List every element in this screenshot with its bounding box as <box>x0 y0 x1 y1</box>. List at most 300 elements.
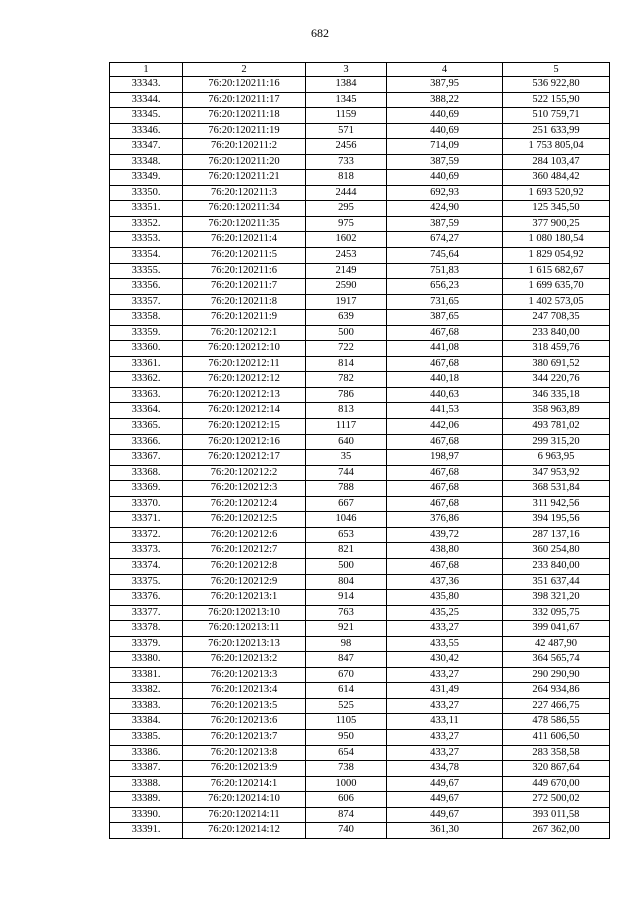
row-number-cell: 33390. <box>110 807 183 823</box>
rate-cell: 435,25 <box>387 605 503 621</box>
cadastral-number-cell: 76:20:120212:10 <box>183 341 306 357</box>
table-row <box>110 527 610 543</box>
table-row <box>110 77 610 93</box>
rate-cell: 442,06 <box>387 419 503 435</box>
row-number-cell: 33368. <box>110 465 183 481</box>
row-number-cell: 33375. <box>110 574 183 590</box>
rate-cell: 441,08 <box>387 341 503 357</box>
rate-cell: 656,23 <box>387 279 503 295</box>
table-row <box>110 543 610 559</box>
table-row <box>110 294 610 310</box>
row-number-cell: 33346. <box>110 123 183 139</box>
area-cell: 2444 <box>306 185 387 201</box>
row-number-cell: 33385. <box>110 729 183 745</box>
cadastral-number-cell: 76:20:120213:6 <box>183 714 306 730</box>
cadastral-number-cell: 76:20:120212:14 <box>183 403 306 419</box>
row-number-cell: 33366. <box>110 434 183 450</box>
row-number-cell: 33344. <box>110 92 183 108</box>
rate-cell: 714,09 <box>387 139 503 155</box>
value-cell: 346 335,18 <box>503 387 610 403</box>
table-row <box>110 652 610 668</box>
table-row <box>110 683 610 699</box>
row-number-cell: 33381. <box>110 667 183 683</box>
rate-cell: 435,80 <box>387 590 503 606</box>
rate-cell: 433,27 <box>387 698 503 714</box>
rate-cell: 441,53 <box>387 403 503 419</box>
rate-cell: 387,59 <box>387 216 503 232</box>
row-number-cell: 33369. <box>110 481 183 497</box>
row-number-cell: 33382. <box>110 683 183 699</box>
table-row <box>110 185 610 201</box>
value-cell: 351 637,44 <box>503 574 610 590</box>
row-number-cell: 33380. <box>110 652 183 668</box>
rate-cell: 449,67 <box>387 776 503 792</box>
cadastral-number-cell: 76:20:120212:17 <box>183 450 306 466</box>
row-number-cell: 33364. <box>110 403 183 419</box>
area-cell: 821 <box>306 543 387 559</box>
area-cell: 1046 <box>306 512 387 528</box>
rate-cell: 731,65 <box>387 294 503 310</box>
table-row <box>110 729 610 745</box>
row-number-cell: 33361. <box>110 356 183 372</box>
cadastral-number-cell: 76:20:120213:5 <box>183 698 306 714</box>
column-header-3: 3 <box>306 63 387 77</box>
value-cell: 272 500,02 <box>503 792 610 808</box>
cadastral-number-cell: 76:20:120212:4 <box>183 496 306 512</box>
cadastral-number-cell: 76:20:120214:11 <box>183 807 306 823</box>
row-number-cell: 33347. <box>110 139 183 155</box>
area-cell: 35 <box>306 450 387 466</box>
table-row <box>110 667 610 683</box>
cadastral-number-cell: 76:20:120211:20 <box>183 154 306 170</box>
row-number-cell: 33378. <box>110 621 183 637</box>
cadastral-number-cell: 76:20:120211:4 <box>183 232 306 248</box>
cadastral-number-cell: 76:20:120212:2 <box>183 465 306 481</box>
rate-cell: 376,86 <box>387 512 503 528</box>
value-cell: 360 484,42 <box>503 170 610 186</box>
table-row <box>110 201 610 217</box>
table-row <box>110 372 610 388</box>
area-cell: 1917 <box>306 294 387 310</box>
row-number-cell: 33371. <box>110 512 183 528</box>
area-cell: 740 <box>306 823 387 839</box>
area-cell: 1602 <box>306 232 387 248</box>
value-cell: 380 691,52 <box>503 356 610 372</box>
table-row <box>110 139 610 155</box>
table-row <box>110 776 610 792</box>
area-cell: 874 <box>306 807 387 823</box>
rate-cell: 751,83 <box>387 263 503 279</box>
table-row <box>110 387 610 403</box>
rate-cell: 745,64 <box>387 248 503 264</box>
column-header-4: 4 <box>387 63 503 77</box>
rate-cell: 433,55 <box>387 636 503 652</box>
row-number-cell: 33352. <box>110 216 183 232</box>
value-cell: 227 466,75 <box>503 698 610 714</box>
area-cell: 2453 <box>306 248 387 264</box>
table-row <box>110 403 610 419</box>
table-row <box>110 590 610 606</box>
value-cell: 358 963,89 <box>503 403 610 419</box>
table-row <box>110 481 610 497</box>
value-cell: 368 531,84 <box>503 481 610 497</box>
area-cell: 744 <box>306 465 387 481</box>
cadastral-number-cell: 76:20:120212:1 <box>183 325 306 341</box>
row-number-cell: 33360. <box>110 341 183 357</box>
rate-cell: 439,72 <box>387 527 503 543</box>
row-number-cell: 33372. <box>110 527 183 543</box>
cadastral-number-cell: 76:20:120214:10 <box>183 792 306 808</box>
row-number-cell: 33373. <box>110 543 183 559</box>
cadastral-number-cell: 76:20:120213:4 <box>183 683 306 699</box>
cadastral-number-cell: 76:20:120212:8 <box>183 558 306 574</box>
row-number-cell: 33379. <box>110 636 183 652</box>
value-cell: 287 137,16 <box>503 527 610 543</box>
value-cell: 344 220,76 <box>503 372 610 388</box>
value-cell: 299 315,20 <box>503 434 610 450</box>
rate-cell: 434,78 <box>387 761 503 777</box>
value-cell: 233 840,00 <box>503 558 610 574</box>
rate-cell: 388,22 <box>387 92 503 108</box>
row-number-cell: 33359. <box>110 325 183 341</box>
cadastral-number-cell: 76:20:120213:13 <box>183 636 306 652</box>
value-cell: 267 362,00 <box>503 823 610 839</box>
area-cell: 640 <box>306 434 387 450</box>
table-row <box>110 341 610 357</box>
value-cell: 233 840,00 <box>503 325 610 341</box>
rate-cell: 440,69 <box>387 123 503 139</box>
row-number-cell: 33377. <box>110 605 183 621</box>
table-row <box>110 512 610 528</box>
rate-cell: 387,65 <box>387 310 503 326</box>
cadastral-number-cell: 76:20:120211:16 <box>183 77 306 93</box>
table-row <box>110 419 610 435</box>
area-cell: 1105 <box>306 714 387 730</box>
row-number-cell: 33370. <box>110 496 183 512</box>
area-cell: 2590 <box>306 279 387 295</box>
value-cell: 1 402 573,05 <box>503 294 610 310</box>
rate-cell: 424,90 <box>387 201 503 217</box>
rate-cell: 467,68 <box>387 356 503 372</box>
value-cell: 522 155,90 <box>503 92 610 108</box>
table-row <box>110 232 610 248</box>
value-cell: 1 753 805,04 <box>503 139 610 155</box>
area-cell: 614 <box>306 683 387 699</box>
area-cell: 733 <box>306 154 387 170</box>
rate-cell: 692,93 <box>387 185 503 201</box>
rate-cell: 440,18 <box>387 372 503 388</box>
row-number-cell: 33386. <box>110 745 183 761</box>
value-cell: 493 781,02 <box>503 419 610 435</box>
area-cell: 654 <box>306 745 387 761</box>
rate-cell: 440,69 <box>387 170 503 186</box>
table-row <box>110 558 610 574</box>
area-cell: 667 <box>306 496 387 512</box>
cadastral-number-cell: 76:20:120212:6 <box>183 527 306 543</box>
row-number-cell: 33362. <box>110 372 183 388</box>
value-cell: 1 829 054,92 <box>503 248 610 264</box>
cadastral-number-cell: 76:20:120214:12 <box>183 823 306 839</box>
value-cell: 393 011,58 <box>503 807 610 823</box>
rate-cell: 387,95 <box>387 77 503 93</box>
column-header-1: 1 <box>110 63 183 77</box>
rate-cell: 467,68 <box>387 465 503 481</box>
value-cell: 290 290,90 <box>503 667 610 683</box>
rate-cell: 433,27 <box>387 745 503 761</box>
area-cell: 813 <box>306 403 387 419</box>
table-row <box>110 325 610 341</box>
value-cell: 399 041,67 <box>503 621 610 637</box>
rate-cell: 467,68 <box>387 434 503 450</box>
cadastral-number-cell: 76:20:120213:7 <box>183 729 306 745</box>
row-number-cell: 33353. <box>110 232 183 248</box>
area-cell: 782 <box>306 372 387 388</box>
area-cell: 1345 <box>306 92 387 108</box>
value-cell: 510 759,71 <box>503 108 610 124</box>
row-number-cell: 33387. <box>110 761 183 777</box>
row-number-cell: 33388. <box>110 776 183 792</box>
value-cell: 318 459,76 <box>503 341 610 357</box>
value-cell: 364 565,74 <box>503 652 610 668</box>
table-row <box>110 216 610 232</box>
cadastral-number-cell: 76:20:120211:35 <box>183 216 306 232</box>
row-number-cell: 33389. <box>110 792 183 808</box>
table-row <box>110 450 610 466</box>
area-cell: 1000 <box>306 776 387 792</box>
rate-cell: 437,36 <box>387 574 503 590</box>
area-cell: 571 <box>306 123 387 139</box>
area-cell: 500 <box>306 558 387 574</box>
area-cell: 975 <box>306 216 387 232</box>
area-cell: 786 <box>306 387 387 403</box>
area-cell: 738 <box>306 761 387 777</box>
rate-cell: 198,97 <box>387 450 503 466</box>
row-number-cell: 33367. <box>110 450 183 466</box>
cadastral-number-cell: 76:20:120213:11 <box>183 621 306 637</box>
rate-cell: 449,67 <box>387 807 503 823</box>
table-row <box>110 170 610 186</box>
table-row <box>110 714 610 730</box>
row-number-cell: 33348. <box>110 154 183 170</box>
area-cell: 814 <box>306 356 387 372</box>
value-cell: 478 586,55 <box>503 714 610 730</box>
value-cell: 6 963,95 <box>503 450 610 466</box>
table-row <box>110 761 610 777</box>
rate-cell: 387,59 <box>387 154 503 170</box>
row-number-cell: 33376. <box>110 590 183 606</box>
value-cell: 377 900,25 <box>503 216 610 232</box>
row-number-cell: 33384. <box>110 714 183 730</box>
area-cell: 1159 <box>306 108 387 124</box>
table-row <box>110 263 610 279</box>
data-table <box>109 62 610 839</box>
area-cell: 670 <box>306 667 387 683</box>
area-cell: 788 <box>306 481 387 497</box>
value-cell: 320 867,64 <box>503 761 610 777</box>
table-row <box>110 698 610 714</box>
value-cell: 360 254,80 <box>503 543 610 559</box>
cadastral-number-cell: 76:20:120213:10 <box>183 605 306 621</box>
row-number-cell: 33343. <box>110 77 183 93</box>
area-cell: 921 <box>306 621 387 637</box>
table-row <box>110 465 610 481</box>
value-cell: 264 934,86 <box>503 683 610 699</box>
row-number-cell: 33357. <box>110 294 183 310</box>
value-cell: 1 080 180,54 <box>503 232 610 248</box>
rate-cell: 430,42 <box>387 652 503 668</box>
value-cell: 449 670,00 <box>503 776 610 792</box>
row-number-cell: 33365. <box>110 419 183 435</box>
cadastral-number-cell: 76:20:120212:15 <box>183 419 306 435</box>
row-number-cell: 33391. <box>110 823 183 839</box>
cadastral-number-cell: 76:20:120211:17 <box>183 92 306 108</box>
row-number-cell: 33354. <box>110 248 183 264</box>
value-cell: 311 942,56 <box>503 496 610 512</box>
value-cell: 536 922,80 <box>503 77 610 93</box>
rate-cell: 467,68 <box>387 558 503 574</box>
cadastral-number-cell: 76:20:120212:11 <box>183 356 306 372</box>
rate-cell: 438,80 <box>387 543 503 559</box>
cadastral-number-cell: 76:20:120211:34 <box>183 201 306 217</box>
row-number-cell: 33351. <box>110 201 183 217</box>
table-row <box>110 123 610 139</box>
area-cell: 639 <box>306 310 387 326</box>
table-row <box>110 496 610 512</box>
value-cell: 398 321,20 <box>503 590 610 606</box>
page-number: 682 <box>311 26 329 40</box>
table-row <box>110 108 610 124</box>
cadastral-number-cell: 76:20:120212:12 <box>183 372 306 388</box>
table-row <box>110 807 610 823</box>
cadastral-number-cell: 76:20:120211:8 <box>183 294 306 310</box>
cadastral-number-cell: 76:20:120212:7 <box>183 543 306 559</box>
rate-cell: 467,68 <box>387 481 503 497</box>
table-row <box>110 574 610 590</box>
table-row <box>110 356 610 372</box>
cadastral-number-cell: 76:20:120211:6 <box>183 263 306 279</box>
area-cell: 606 <box>306 792 387 808</box>
table-body <box>110 77 610 839</box>
cadastral-number-cell: 76:20:120211:9 <box>183 310 306 326</box>
table-row <box>110 823 610 839</box>
table-row <box>110 92 610 108</box>
cadastral-number-cell: 76:20:120212:16 <box>183 434 306 450</box>
cadastral-number-cell: 76:20:120211:2 <box>183 139 306 155</box>
cadastral-number-cell: 76:20:120212:13 <box>183 387 306 403</box>
value-cell: 1 699 635,70 <box>503 279 610 295</box>
table-row <box>110 792 610 808</box>
cadastral-number-cell: 76:20:120213:3 <box>183 667 306 683</box>
area-cell: 950 <box>306 729 387 745</box>
row-number-cell: 33358. <box>110 310 183 326</box>
cadastral-number-cell: 76:20:120211:19 <box>183 123 306 139</box>
cadastral-number-cell: 76:20:120212:3 <box>183 481 306 497</box>
row-number-cell: 33345. <box>110 108 183 124</box>
table-row <box>110 248 610 264</box>
table-row <box>110 621 610 637</box>
area-cell: 914 <box>306 590 387 606</box>
area-cell: 722 <box>306 341 387 357</box>
column-header-2: 2 <box>183 63 306 77</box>
table-row <box>110 636 610 652</box>
value-cell: 42 487,90 <box>503 636 610 652</box>
table-row <box>110 154 610 170</box>
value-cell: 284 103,47 <box>503 154 610 170</box>
value-cell: 251 633,99 <box>503 123 610 139</box>
rate-cell: 440,63 <box>387 387 503 403</box>
value-cell: 283 358,58 <box>503 745 610 761</box>
table-row <box>110 310 610 326</box>
value-cell: 125 345,50 <box>503 201 610 217</box>
rate-cell: 467,68 <box>387 325 503 341</box>
area-cell: 804 <box>306 574 387 590</box>
cadastral-number-cell: 76:20:120212:5 <box>183 512 306 528</box>
row-number-cell: 33374. <box>110 558 183 574</box>
cadastral-number-cell: 76:20:120211:5 <box>183 248 306 264</box>
value-cell: 1 615 682,67 <box>503 263 610 279</box>
rate-cell: 361,30 <box>387 823 503 839</box>
rate-cell: 467,68 <box>387 496 503 512</box>
area-cell: 1117 <box>306 419 387 435</box>
cadastral-number-cell: 76:20:120213:8 <box>183 745 306 761</box>
cadastral-number-cell: 76:20:120211:7 <box>183 279 306 295</box>
area-cell: 525 <box>306 698 387 714</box>
value-cell: 1 693 520,92 <box>503 185 610 201</box>
rate-cell: 431,49 <box>387 683 503 699</box>
value-cell: 247 708,35 <box>503 310 610 326</box>
table-row <box>110 434 610 450</box>
area-cell: 2456 <box>306 139 387 155</box>
table-row <box>110 605 610 621</box>
cadastral-number-cell: 76:20:120214:1 <box>183 776 306 792</box>
cadastral-number-cell: 76:20:120211:18 <box>183 108 306 124</box>
cadastral-number-cell: 76:20:120213:9 <box>183 761 306 777</box>
rate-cell: 674,27 <box>387 232 503 248</box>
row-number-cell: 33349. <box>110 170 183 186</box>
area-cell: 98 <box>306 636 387 652</box>
rate-cell: 449,67 <box>387 792 503 808</box>
row-number-cell: 33383. <box>110 698 183 714</box>
table-header-row <box>110 63 610 77</box>
area-cell: 847 <box>306 652 387 668</box>
value-cell: 411 606,50 <box>503 729 610 745</box>
rate-cell: 433,27 <box>387 729 503 745</box>
rate-cell: 433,11 <box>387 714 503 730</box>
value-cell: 332 095,75 <box>503 605 610 621</box>
area-cell: 2149 <box>306 263 387 279</box>
value-cell: 347 953,92 <box>503 465 610 481</box>
rate-cell: 433,27 <box>387 667 503 683</box>
area-cell: 295 <box>306 201 387 217</box>
row-number-cell: 33363. <box>110 387 183 403</box>
rate-cell: 440,69 <box>387 108 503 124</box>
row-number-cell: 33356. <box>110 279 183 295</box>
area-cell: 763 <box>306 605 387 621</box>
area-cell: 1384 <box>306 77 387 93</box>
area-cell: 818 <box>306 170 387 186</box>
column-header-5: 5 <box>503 63 610 77</box>
table-row <box>110 279 610 295</box>
cadastral-number-cell: 76:20:120213:2 <box>183 652 306 668</box>
row-number-cell: 33355. <box>110 263 183 279</box>
table-row <box>110 745 610 761</box>
row-number-cell: 33350. <box>110 185 183 201</box>
area-cell: 653 <box>306 527 387 543</box>
area-cell: 500 <box>306 325 387 341</box>
cadastral-number-cell: 76:20:120213:1 <box>183 590 306 606</box>
cadastral-number-cell: 76:20:120212:9 <box>183 574 306 590</box>
cadastral-number-cell: 76:20:120211:3 <box>183 185 306 201</box>
